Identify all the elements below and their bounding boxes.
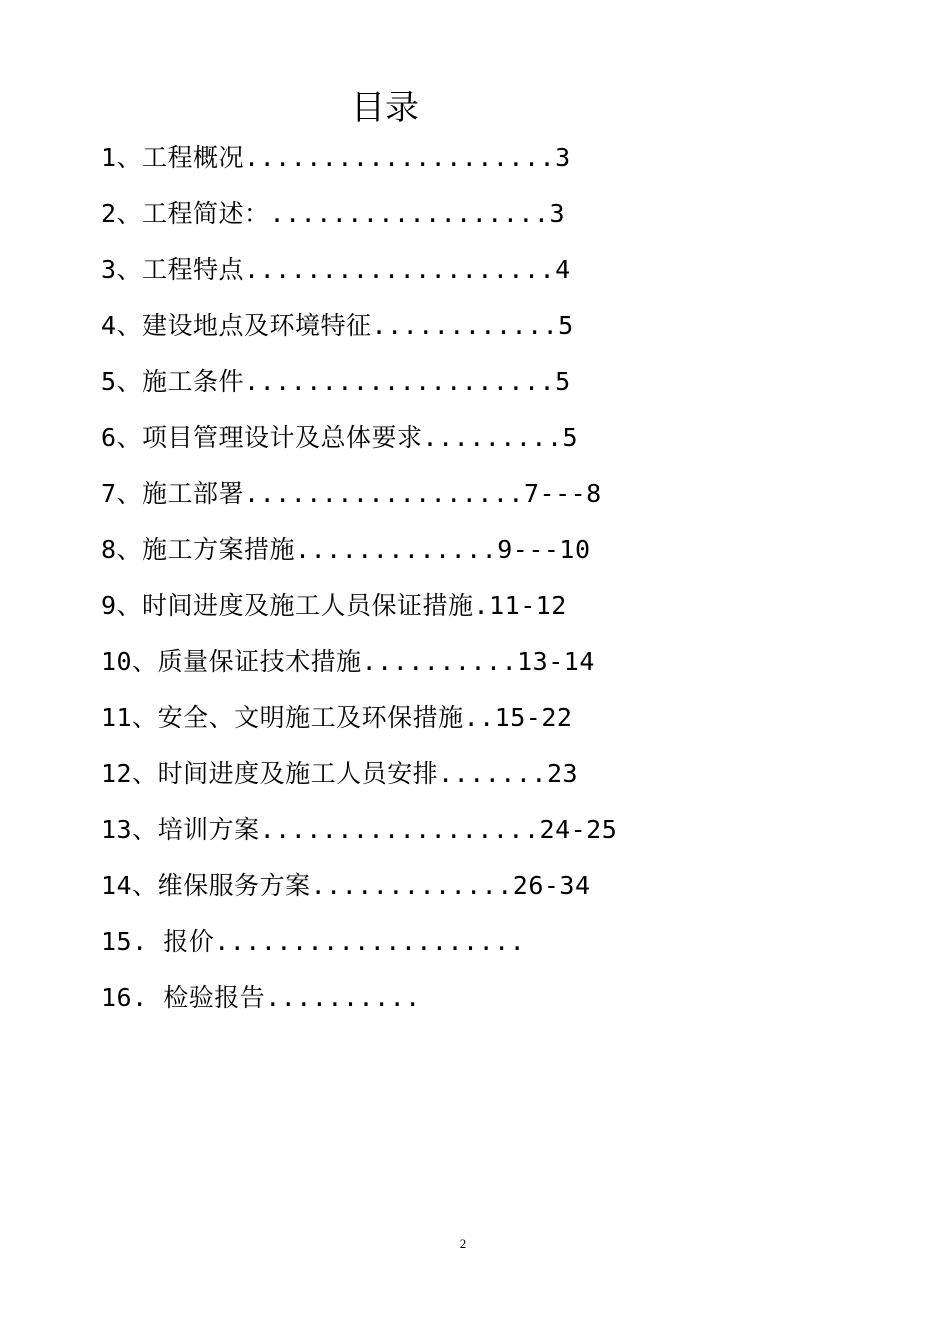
toc-entry-15[interactable]: [101, 914, 621, 970]
page-number: 2: [459, 1236, 467, 1251]
table-of-contents: [101, 130, 621, 1026]
toc-entry-text: 4、建设地点及环境特征............5: [101, 311, 574, 340]
toc-entry-text: 6、项目管理设计及总体要求.........5: [101, 423, 579, 452]
toc-entry-text: 7、施工部署..................7---8: [101, 479, 602, 508]
page-title: 目录: [351, 88, 419, 128]
toc-entry-10[interactable]: [101, 634, 621, 690]
toc-entry-text: 13、培训方案..................24-25: [101, 815, 618, 844]
toc-entry-text: 10、质量保证技术措施..........13-14: [101, 647, 595, 676]
toc-entry-1[interactable]: [101, 130, 621, 186]
toc-entry-12[interactable]: [101, 746, 621, 802]
toc-entry-text: 8、施工方案措施.............9---10: [101, 535, 591, 564]
toc-entry-7[interactable]: [101, 466, 621, 522]
toc-entry-14[interactable]: [101, 858, 621, 914]
toc-entry-text: 3、工程特点....................4: [101, 255, 571, 284]
toc-entry-text: 11、安全、文明施工及环保措施..15-22: [101, 703, 573, 732]
toc-entry-text: 12、时间进度及施工人员安排.......23: [101, 759, 579, 788]
toc-entry-13[interactable]: [101, 802, 621, 858]
toc-entry-text: 14、维保服务方案.............26-34: [101, 871, 591, 900]
toc-entry-5[interactable]: [101, 354, 621, 410]
toc-entry-text: 16. 检验报告..........: [101, 983, 421, 1012]
toc-entry-8[interactable]: [101, 522, 621, 578]
toc-entry-4[interactable]: [101, 298, 621, 354]
toc-entry-9[interactable]: [101, 578, 621, 634]
toc-entry-text: 5、施工条件....................5: [101, 367, 571, 396]
toc-entry-3[interactable]: [101, 242, 621, 298]
toc-entry-2[interactable]: [101, 186, 621, 242]
toc-entry-6[interactable]: [101, 410, 621, 466]
toc-entry-11[interactable]: [101, 690, 621, 746]
toc-entry-text: 15. 报价....................: [101, 927, 526, 956]
toc-entry-text: 2、工程简述：..................3: [101, 199, 566, 228]
toc-entry-16[interactable]: [101, 970, 621, 1026]
toc-entry-text: 1、工程概况....................3: [101, 143, 571, 172]
toc-entry-text: 9、时间进度及施工人员保证措施.11-12: [101, 591, 567, 620]
